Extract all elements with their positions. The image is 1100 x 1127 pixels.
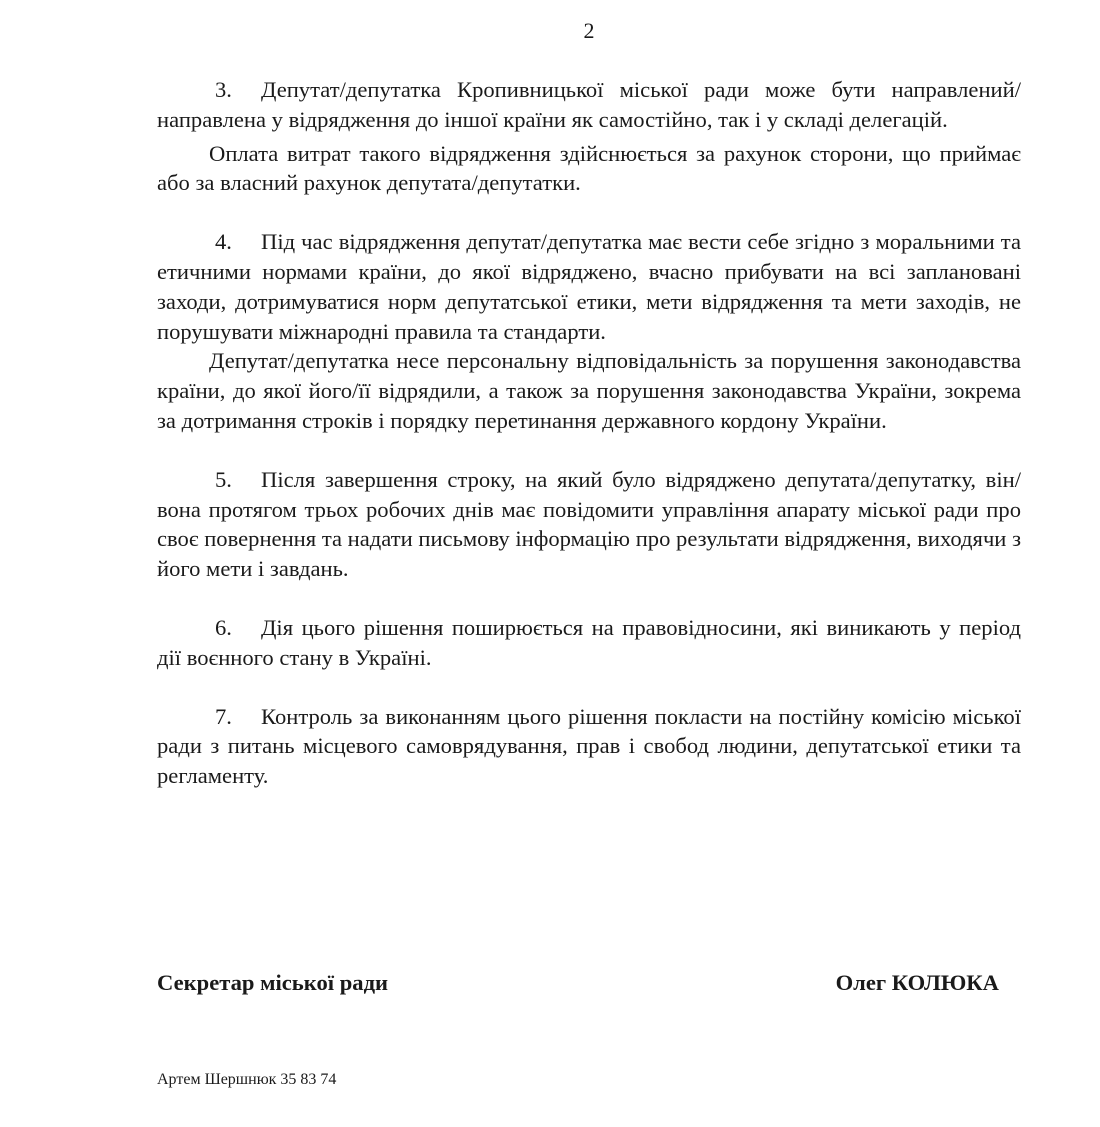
paragraph-number: 6. xyxy=(215,614,232,640)
paragraph-number: 3. xyxy=(215,77,232,102)
paragraph-4 xyxy=(157,227,1021,346)
signatory-position: Секретар міської ради xyxy=(157,970,389,995)
paragraph-4-continuation: Депутат/депутатка несе персональну відповідальність за порушення законодавства країни, до якої його/її відрядили, а також за порушення законодавства України, зокрема за дотримання строків і порядку перетинання державного кордону України. xyxy=(157,348,1021,433)
paragraph-3-continuation: Оплата витрат такого відрядження здійснюється за рахунок сторони, що приймає або за власний рахунок депутата/депутатки. xyxy=(157,140,1021,196)
document-body xyxy=(157,75,1021,791)
signature-block xyxy=(157,970,999,996)
executor-contact: Артем Шершнюк 35 83 74 xyxy=(157,1071,337,1088)
paragraph-number: 5. xyxy=(215,466,232,492)
paragraph-text: Після завершення строку, на який було відряджено депутата/депутатку, він/вона протягом трьох робочих днів має повідомити управління апарату міської ради про своє повернення та надати письмову інформацію про результати відрядження, виходячи з його мети і завдань. xyxy=(157,466,1021,582)
signatory-name: Олег КОЛЮКА xyxy=(835,970,999,995)
paragraph-text: Дія цього рішення поширюється на правовідносини, які виникають у період дії воєнного стану в Україні. xyxy=(157,614,1021,670)
paragraph-7 xyxy=(157,702,1021,791)
paragraph-number: 7. xyxy=(215,703,232,729)
page-number: 2 xyxy=(583,18,595,43)
paragraph-text: Під час відрядження депутат/депутатка має вести себе згідно з моральними та етичними нормами країни, до якої відряджено, вчасно прибувати на всі заплановані заходи, дотримуватися норм депутатської етики, мети відрядження та мети заходів, не порушувати міжнародні правила та стандарти. xyxy=(157,229,1021,344)
paragraph-number: 4. xyxy=(215,229,232,255)
paragraph-text: Контроль за виконанням цього рішення покласти на постійну комісію міської ради з питань місцевого самоврядування, прав і свобод людини, депутатської етики та регламенту. xyxy=(157,703,1021,789)
paragraph-text: Депутат/депутатка Кропивницької міської ради може бути направлений/направлена у відрядження до іншої країни як самостійно, так і у складі делегацій. xyxy=(157,77,1021,132)
paragraph-5 xyxy=(157,465,1021,584)
paragraph-3 xyxy=(157,75,1021,135)
paragraph-6 xyxy=(157,613,1021,673)
